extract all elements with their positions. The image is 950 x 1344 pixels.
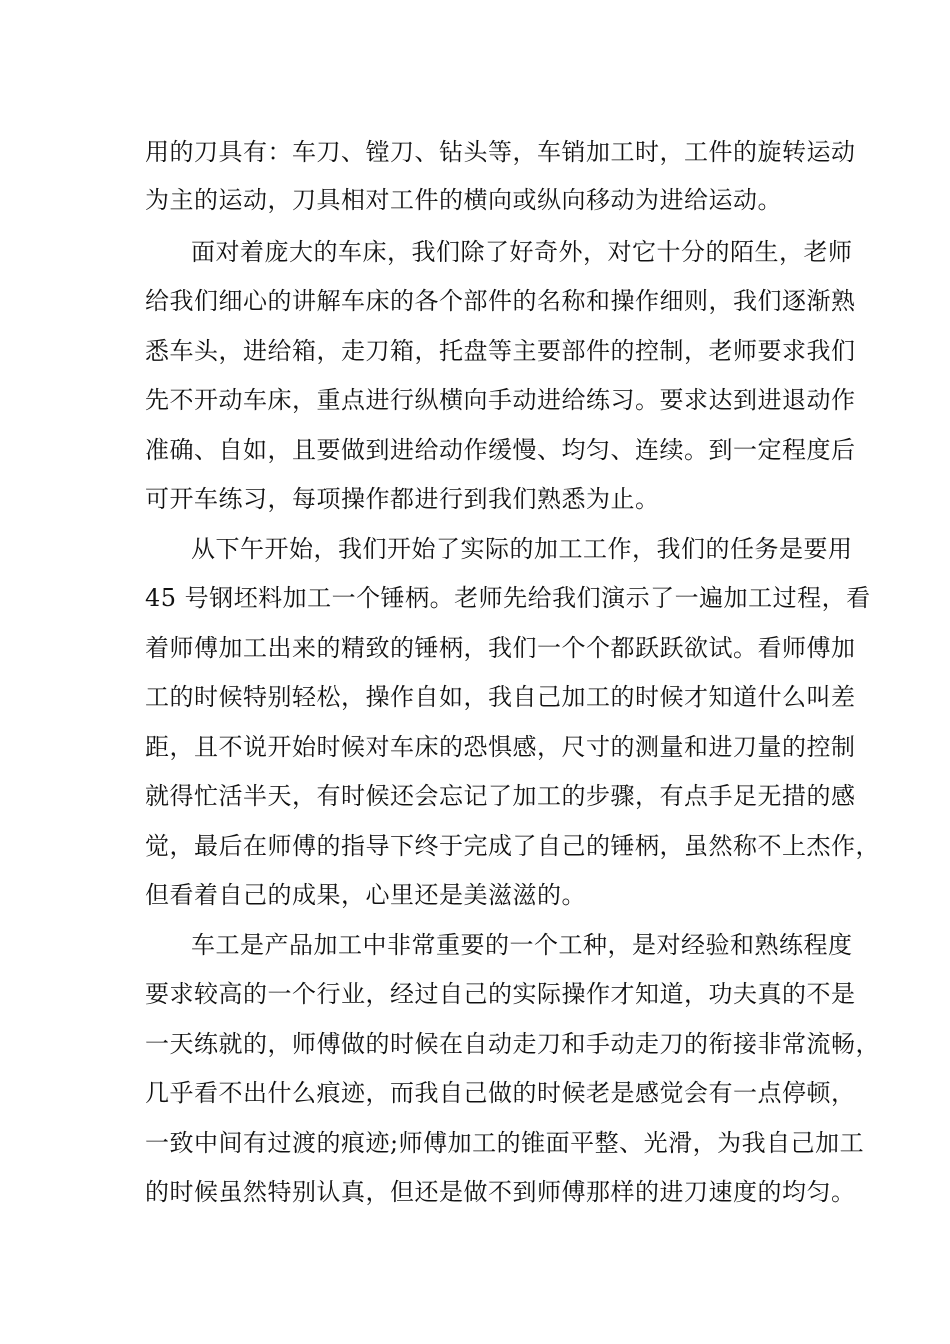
paragraph-line: 一致中间有过渡的痕迹;师傅加工的锥面平整、光滑，为我自己加工 [145, 1129, 865, 1157]
paragraph-line: 准确、自如，且要做到进给动作缓慢、均匀、连续。到一定程度后 [145, 436, 856, 464]
paragraph-line: 工的时候特别轻松，操作自如，我自己加工的时候才知道什么叫差 [145, 683, 856, 711]
paragraph-line: 用的刀具有：车刀、镗刀、钻头等，车销加工时，工件的旋转运动 [145, 138, 856, 166]
paragraph-line: 为主的运动，刀具相对工件的横向或纵向移动为进给运动。 [145, 186, 782, 214]
paragraph-line: 给我们细心的讲解车床的各个部件的名称和操作细则，我们逐渐熟 [145, 287, 856, 315]
paragraph-line: 着师傅加工出来的精致的锤柄，我们一个个都跃跃欲试。看师傅加 [145, 634, 856, 662]
paragraph-line: 觉，最后在师傅的指导下终于完成了自己的锤柄，虽然称不上杰作， [145, 832, 880, 860]
paragraph-line: 可开车练习，每项操作都进行到我们熟悉为止。 [145, 485, 660, 513]
paragraph-line: 要求较高的一个行业，经过自己的实际操作才知道，功夫真的不是 [145, 980, 856, 1008]
paragraph-line: 车工是产品加工中非常重要的一个工种，是对经验和熟练程度 [191, 931, 853, 959]
paragraph-line: 但看着自己的成果，心里还是美滋滋的。 [145, 881, 586, 909]
paragraph-line: 45 号钢坯料加工一个锤柄。老师先给我们演示了一遍加工过程，看 [145, 584, 871, 612]
paragraph-line: 悉车头，进给箱，走刀箱，托盘等主要部件的控制，老师要求我们 [145, 337, 856, 365]
paragraph-line: 几乎看不出什么痕迹，而我自己做的时候老是感觉会有一点停顿， [145, 1079, 856, 1107]
paragraph-line: 一天练就的，师傅做的时候在自动走刀和手动走刀的衔接非常流畅， [145, 1030, 880, 1058]
paragraph-line: 的时候虽然特别认真，但还是做不到师傅那样的进刀速度的均匀。 [145, 1178, 856, 1206]
paragraph-line: 面对着庞大的车床，我们除了好奇外，对它十分的陌生，老师 [191, 238, 853, 266]
paragraph-line: 从下午开始，我们开始了实际的加工工作，我们的任务是要用 [191, 535, 853, 563]
paragraph-line: 距，且不说开始时候对车床的恐惧感，尺寸的测量和进刀量的控制 [145, 733, 856, 761]
paragraph-line: 就得忙活半天，有时候还会忘记了加工的步骤，有点手足无措的感 [145, 782, 856, 810]
paragraph-line: 先不开动车床，重点进行纵横向手动进给练习。要求达到进退动作 [145, 386, 856, 414]
